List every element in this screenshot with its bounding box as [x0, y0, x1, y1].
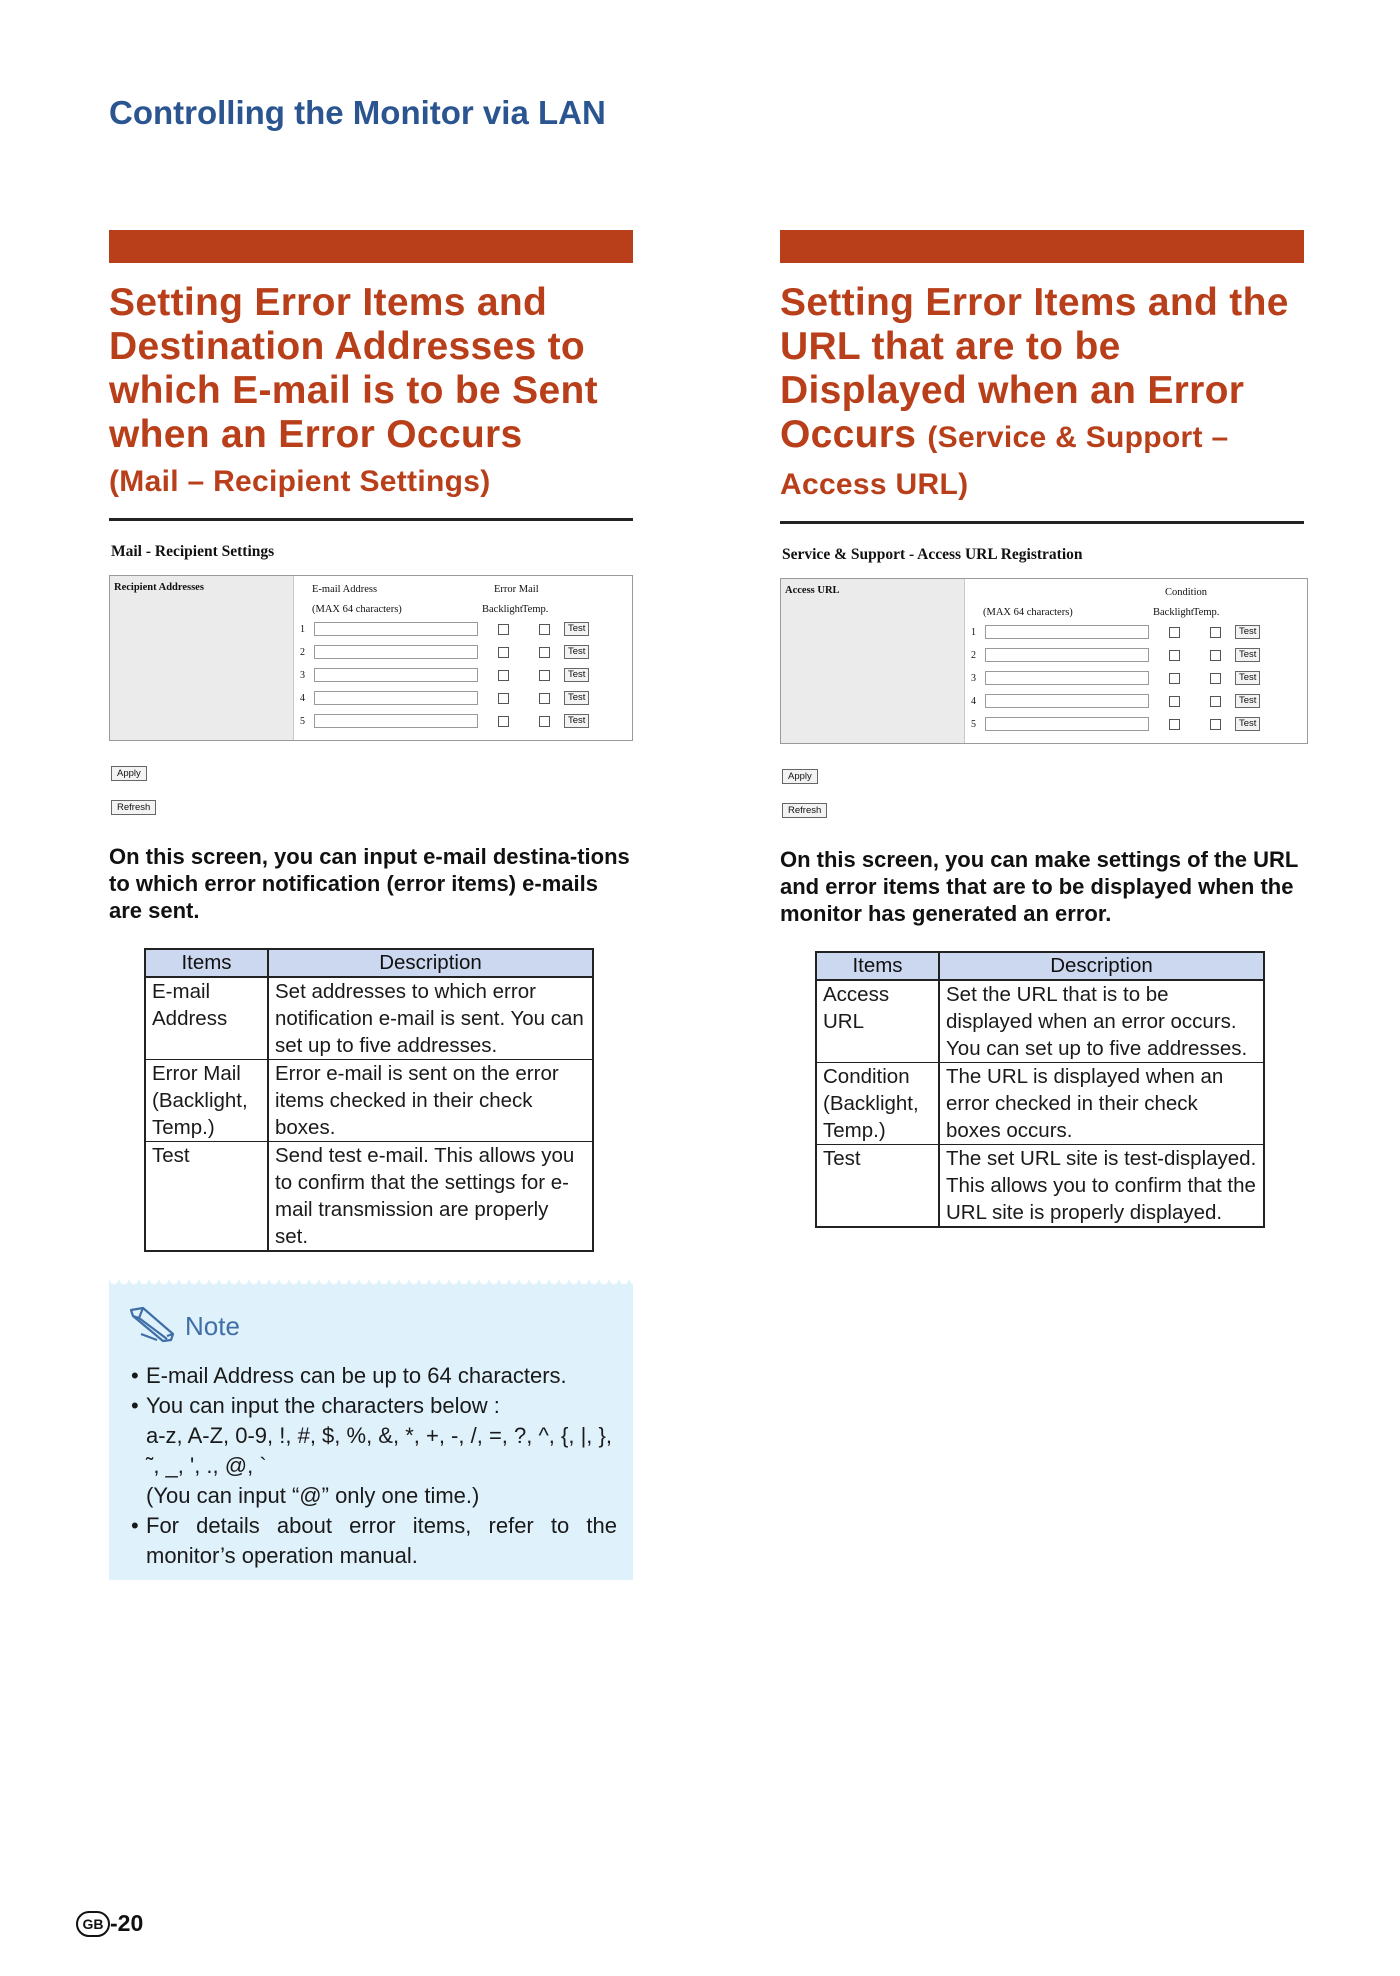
- url-row: [971, 646, 1260, 664]
- page-number: [76, 1910, 143, 1937]
- temp-checkbox[interactable]: [539, 647, 550, 658]
- test-button[interactable]: Test: [1235, 671, 1260, 685]
- row-number: 2: [971, 649, 976, 661]
- right-column: [780, 230, 1304, 1228]
- column-email-address: E-mail Address: [312, 584, 378, 595]
- item-cell: Condition (Backlight, Temp.): [816, 1063, 939, 1145]
- column-error-mail: Error Mail: [494, 584, 539, 595]
- section-bar: [109, 230, 633, 263]
- note-box: [109, 1280, 633, 1580]
- address-row: [300, 666, 589, 684]
- description-cell: Send test e-mail. This allows you to confirm that the settings for e-mail transmission are properly set.: [268, 1142, 593, 1252]
- backlight-checkbox[interactable]: [1169, 627, 1180, 638]
- left-column: [109, 230, 633, 1252]
- screenshot-form: [294, 576, 632, 740]
- header-items: Items: [145, 949, 268, 977]
- address-row: [300, 689, 589, 707]
- apply-button[interactable]: Apply: [111, 766, 147, 781]
- note-item-text: You can input the characters below :: [146, 1393, 500, 1418]
- note-list: [109, 1361, 633, 1571]
- column-max-chars: (MAX 64 characters): [312, 604, 402, 615]
- row-number: 2: [300, 646, 305, 658]
- table-row: [145, 1060, 593, 1142]
- email-address-input[interactable]: [314, 714, 478, 728]
- temp-checkbox[interactable]: [1210, 673, 1221, 684]
- screenshot-title: Mail - Recipient Settings: [111, 543, 275, 560]
- section-title-sub: (Mail – Recipient Settings): [109, 465, 491, 498]
- temp-checkbox[interactable]: [539, 670, 550, 681]
- access-url-input[interactable]: [985, 625, 1149, 639]
- table-row: [816, 1145, 1264, 1228]
- backlight-checkbox[interactable]: [1169, 650, 1180, 661]
- access-url-input[interactable]: [985, 694, 1149, 708]
- column-backlight: Backlight: [1153, 607, 1194, 618]
- section-title: [780, 281, 1304, 507]
- row-number: 4: [971, 695, 976, 707]
- description-cell: The URL is displayed when an error checked in their check boxes occurs.: [939, 1063, 1264, 1145]
- row-number: 5: [971, 718, 976, 730]
- intro-text: On this screen, you can make settings of the URL and error items that are to be displayed when the monitor has generated an error.: [780, 847, 1298, 926]
- backlight-checkbox[interactable]: [498, 670, 509, 681]
- note-parenthetical: (You can input “@” only one time.): [146, 1483, 480, 1508]
- note-scalloped-edge: [109, 1280, 633, 1290]
- description-cell: Set addresses to which error notification e-mail is sent. You can set up to five addresses.: [268, 977, 593, 1060]
- row-number: 1: [300, 623, 305, 635]
- note-title: Note: [185, 1311, 240, 1341]
- address-row: [300, 620, 589, 638]
- header-description: Description: [268, 949, 593, 977]
- backlight-checkbox[interactable]: [498, 624, 509, 635]
- item-cell: Test: [816, 1145, 939, 1228]
- row-number: 1: [971, 626, 976, 638]
- temp-checkbox[interactable]: [1210, 650, 1221, 661]
- row-number: 4: [300, 692, 305, 704]
- url-row: [971, 715, 1260, 733]
- description-table: [815, 951, 1265, 1228]
- list-item: • E-mail Address can be up to 64 characters.: [131, 1361, 617, 1391]
- url-row: [971, 623, 1260, 641]
- access-url-input[interactable]: [985, 648, 1149, 662]
- test-button[interactable]: Test: [564, 714, 589, 728]
- email-address-input[interactable]: [314, 622, 478, 636]
- section-title-main: Setting Error Items and the URL that are to be Displayed when an Error Occurs: [780, 281, 1289, 456]
- column-temp: Temp.: [522, 604, 549, 615]
- section-rule: [780, 521, 1304, 524]
- screenshot-form: [965, 579, 1307, 743]
- description-cell: The set URL site is test-displayed. This allows you to confirm that the URL site is properly displayed.: [939, 1145, 1264, 1228]
- section-title-main: Setting Error Items and Destination Addresses to which E-mail is to be Sent when an Error Occurs: [109, 281, 598, 456]
- backlight-checkbox[interactable]: [1169, 696, 1180, 707]
- column-temp: Temp.: [1193, 607, 1220, 618]
- email-address-input[interactable]: [314, 645, 478, 659]
- temp-checkbox[interactable]: [539, 624, 550, 635]
- url-row: [971, 669, 1260, 687]
- allowed-characters: a-z, A-Z, 0-9, !, #, $, %, &, *, +, -, /, =, ?, ^, {, |, }, ˜, _, ', ., @, `: [146, 1423, 612, 1478]
- table-header-row: [816, 952, 1264, 980]
- email-address-input[interactable]: [314, 668, 478, 682]
- table-row: [145, 1142, 593, 1252]
- note-header: [127, 1304, 633, 1349]
- temp-checkbox[interactable]: [1210, 696, 1221, 707]
- description-cell: Error e-mail is sent on the error items checked in their check boxes.: [268, 1060, 593, 1142]
- screenshot-left-label: Access URL: [781, 579, 965, 743]
- column-condition: Condition: [1165, 587, 1208, 598]
- section-rule: [109, 518, 633, 521]
- intro-text: On this screen, you can input e-mail destina-tions to which error notification (error items) e-mails are sent.: [109, 844, 630, 923]
- access-url-input[interactable]: [985, 717, 1149, 731]
- item-cell: Access URL: [816, 980, 939, 1063]
- item-cell: Test: [145, 1142, 268, 1252]
- temp-checkbox[interactable]: [1210, 627, 1221, 638]
- test-button[interactable]: Test: [1235, 648, 1260, 662]
- backlight-checkbox[interactable]: [1169, 673, 1180, 684]
- settings-screenshot: [109, 575, 633, 741]
- note-item-text: E-mail Address can be up to 64 characters.: [146, 1363, 567, 1388]
- row-number: 3: [971, 672, 976, 684]
- section-bar: [780, 230, 1304, 263]
- row-number: 3: [300, 669, 305, 681]
- email-address-input[interactable]: [314, 691, 478, 705]
- note-item-text: For details about error items, refer to the monitor’s operation manual.: [146, 1513, 617, 1568]
- apply-button[interactable]: Apply: [782, 769, 818, 784]
- page-number-text: -20: [110, 1910, 144, 1936]
- table-header-row: [145, 949, 593, 977]
- screenshot-left-label: Recipient Addresses: [110, 576, 294, 740]
- backlight-checkbox[interactable]: [1169, 719, 1180, 730]
- pencil-icon: [127, 1304, 179, 1349]
- list-item: • You can input the characters below :: [131, 1391, 617, 1421]
- section-title-sub: (Service & Support – Access URL): [780, 421, 1229, 501]
- backlight-checkbox[interactable]: [498, 693, 509, 704]
- backlight-checkbox[interactable]: [498, 647, 509, 658]
- screenshot-title: Service & Support - Access URL Registration: [782, 546, 1083, 563]
- test-button[interactable]: Test: [564, 645, 589, 659]
- url-row: [971, 692, 1260, 710]
- table-row: [145, 977, 593, 1060]
- test-button[interactable]: Test: [564, 691, 589, 705]
- settings-screenshot: [780, 578, 1308, 744]
- column-max-chars: (MAX 64 characters): [983, 607, 1073, 618]
- table-row: [816, 980, 1264, 1063]
- backlight-checkbox[interactable]: [498, 716, 509, 727]
- temp-checkbox[interactable]: [539, 693, 550, 704]
- test-button[interactable]: Test: [564, 622, 589, 636]
- description-cell: Set the URL that is to be displayed when an error occurs. You can set up to five addresses.: [939, 980, 1264, 1063]
- page-header: Controlling the Monitor via LAN: [109, 94, 606, 131]
- header-items: Items: [816, 952, 939, 980]
- test-button[interactable]: Test: [1235, 625, 1260, 639]
- row-number: 5: [300, 715, 305, 727]
- column-backlight: Backlight: [482, 604, 523, 615]
- description-table: [144, 948, 594, 1252]
- item-cell: Error Mail (Backlight, Temp.): [145, 1060, 268, 1142]
- table-row: [816, 1063, 1264, 1145]
- list-item: • For details about error items, refer to the monitor’s operation manual.: [131, 1511, 617, 1571]
- section-title: [109, 281, 633, 504]
- refresh-button[interactable]: Refresh: [782, 803, 827, 818]
- item-cell: E-mail Address: [145, 977, 268, 1060]
- temp-checkbox[interactable]: [539, 716, 550, 727]
- address-row: [300, 643, 589, 661]
- test-button[interactable]: Test: [1235, 694, 1260, 708]
- temp-checkbox[interactable]: [1210, 719, 1221, 730]
- address-row: [300, 712, 589, 730]
- test-button[interactable]: Test: [1235, 717, 1260, 731]
- test-button[interactable]: Test: [564, 668, 589, 682]
- header-description: Description: [939, 952, 1264, 980]
- refresh-button[interactable]: Refresh: [111, 800, 156, 815]
- access-url-input[interactable]: [985, 671, 1149, 685]
- gb-badge: GB: [76, 1911, 110, 1937]
